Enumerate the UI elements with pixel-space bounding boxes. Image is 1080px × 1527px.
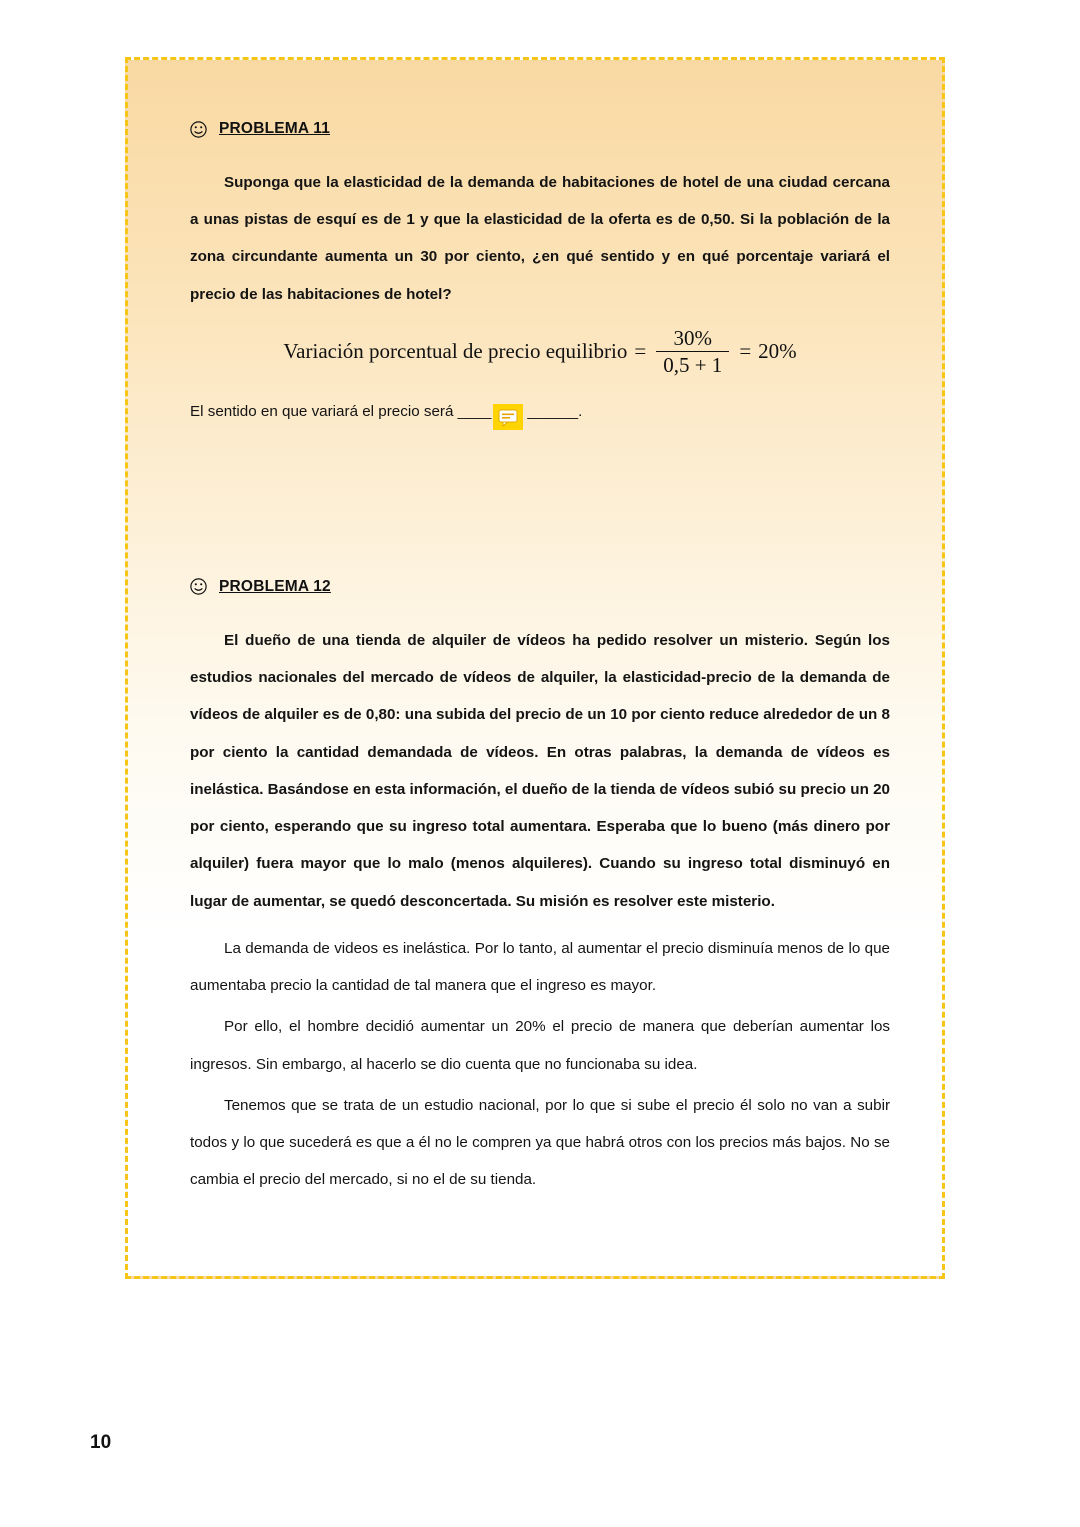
problem-11-heading: [190, 120, 890, 138]
answer-blank-tail[interactable]: ______.: [527, 402, 583, 420]
content-inner: [190, 120, 890, 1202]
problem-12-answers: [190, 930, 890, 1199]
formula-label: Variación porcentual de precio equilibrio: [283, 339, 628, 364]
answer-line-prefix: El sentido en que variará el precio será: [190, 402, 458, 420]
problem-12-answer-3: Tenemos que se trata de un estudio nacional, por lo que si sube el precio él solo no van a subir todos y lo que sucederá es que a él no le compren ya que habrá otros con los precios más bajos. No se cambia el precio del mercado, si no el de su tienda.: [190, 1096, 890, 1189]
formula-equals: =: [634, 339, 647, 364]
clock-face-icon: [190, 121, 207, 138]
formula-denominator: 0,5 + 1: [663, 353, 723, 378]
problem-11-title: PROBLEMA 11: [219, 120, 331, 137]
problem-12-answer-2: Por ello, el hombre decidió aumentar un 20% el precio de manera que deberían aumentar los ingresos. Sin embargo, al hacerlo se dio cuenta que no funcionaba su idea.: [190, 1018, 890, 1073]
problem-12-statement: El dueño de una tienda de alquiler de vídeos ha pedido resolver un misterio. Según los estudios nacionales del mercado de vídeos de alquiler, la elasticidad-precio de la demanda de vídeos de alquiler es de 0,80: una subida del precio de un 10 por ciento reduce alrededor de un 8 por ciento la cantidad demandada de vídeos. En otras palabras, la demanda de vídeos es inelástica. Basándose en esta información, el dueño de la tienda de vídeos subió su precio un 20 por ciento, esperando que su ingreso total aumentara. Esperaba que lo bueno (más dinero por alquiler) fuera mayor que lo malo (menos alquileres). Cuando su ingreso total disminuyó en lugar de aumentar, se quedó desconcertada. Su misión es resolver este misterio.: [190, 631, 890, 910]
formula-result: 20%: [758, 339, 797, 364]
page-number: 10: [90, 1432, 112, 1453]
formula-equals-2: =: [739, 339, 752, 364]
highlighted-content-box: [125, 57, 945, 1279]
section-spacer: [190, 428, 890, 578]
comment-balloon-icon[interactable]: [493, 404, 523, 430]
problem-12-answer-1: La demanda de videos es inelástica. Por lo tanto, al aumentar el precio disminuía menos de lo que aumentaba precio la cantidad de tal manera que el ingreso es mayor.: [190, 939, 890, 995]
answer-blank[interactable]: ____: [457, 402, 492, 420]
problem-12-heading: [190, 578, 890, 596]
problem-11-answer-line: [190, 395, 890, 428]
formula-fraction: [656, 327, 729, 377]
problem-12-title: PROBLEMA 12: [219, 577, 331, 595]
formula-numerator: 30%: [673, 325, 713, 350]
problem-11-formula: [190, 327, 890, 377]
clock-face-icon: [190, 578, 207, 595]
problem-11-statement: Suponga que la elasticidad de la demanda de habitaciones de hotel de una ciudad cercana a unas pistas de esquí es de 1 y que la elasticidad de la oferta es de 0,50. Si la población de la zona circundante aumenta un 30 por ciento, ¿en qué sentido y en qué porcentaje variará el precio de las habitaciones de hotel?: [190, 174, 890, 303]
